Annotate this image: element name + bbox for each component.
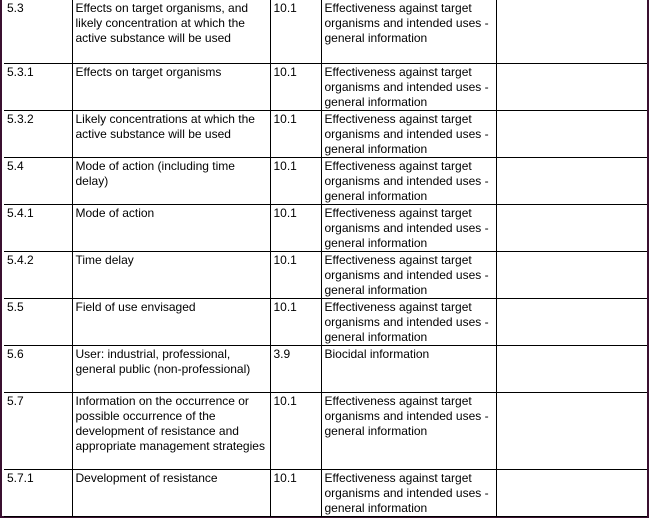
section-number-cell: 5.3.1 bbox=[4, 63, 72, 110]
table-row bbox=[4, 345, 647, 392]
empty-cell bbox=[496, 0, 647, 63]
code-cell: 3.9 bbox=[270, 345, 321, 392]
code-cell: 10.1 bbox=[270, 251, 321, 298]
code-cell: 10.1 bbox=[270, 298, 321, 345]
code-cell: 10.1 bbox=[270, 469, 321, 516]
code-cell: 10.1 bbox=[270, 0, 321, 63]
description-cell: Time delay bbox=[72, 251, 270, 298]
description-cell: Development of resistance bbox=[72, 469, 270, 516]
section-number-cell: 5.6 bbox=[4, 345, 72, 392]
section-number-cell: 5.5 bbox=[4, 298, 72, 345]
section-number-cell: 5.7.1 bbox=[4, 469, 72, 516]
description-cell: Mode of action bbox=[72, 204, 270, 251]
table-row bbox=[4, 110, 647, 157]
reference-cell: Effectiveness against target organisms and intended uses - general information bbox=[321, 157, 496, 204]
table-row bbox=[4, 251, 647, 298]
empty-cell bbox=[496, 251, 647, 298]
code-cell: 10.1 bbox=[270, 392, 321, 469]
section-number-cell: 5.3 bbox=[4, 0, 72, 63]
table-row bbox=[4, 204, 647, 251]
reference-cell: Effectiveness against target organisms and intended uses - general information bbox=[321, 251, 496, 298]
empty-cell bbox=[496, 63, 647, 110]
empty-cell bbox=[496, 110, 647, 157]
table-row bbox=[4, 392, 647, 469]
code-cell: 10.1 bbox=[270, 110, 321, 157]
section-number-cell: 5.4.2 bbox=[4, 251, 72, 298]
description-cell: Information on the occurrence or possible occurrence of the development of resistance and appropriate management strategies bbox=[72, 392, 270, 469]
reference-cell: Effectiveness against target organisms and intended uses - general information bbox=[321, 204, 496, 251]
description-cell: Effects on target organisms, and likely concentration at which the active substance will be used bbox=[72, 0, 270, 63]
reference-cell: Effectiveness against target organisms and intended uses - general information bbox=[321, 0, 496, 63]
empty-cell bbox=[496, 469, 647, 516]
empty-cell bbox=[496, 298, 647, 345]
description-cell: Mode of action (including time delay) bbox=[72, 157, 270, 204]
table-row bbox=[4, 63, 647, 110]
empty-cell bbox=[496, 204, 647, 251]
section-number-cell: 5.4.1 bbox=[4, 204, 72, 251]
empty-cell bbox=[496, 392, 647, 469]
code-cell: 10.1 bbox=[270, 204, 321, 251]
table-row bbox=[4, 469, 647, 516]
section-number-cell: 5.3.2 bbox=[4, 110, 72, 157]
section-number-cell: 5.7 bbox=[4, 392, 72, 469]
empty-cell bbox=[496, 345, 647, 392]
reference-cell: Effectiveness against target organisms and intended uses - general information bbox=[321, 110, 496, 157]
section-number-cell: 5.4 bbox=[4, 157, 72, 204]
description-cell: Effects on target organisms bbox=[72, 63, 270, 110]
requirements-table bbox=[4, 0, 647, 517]
reference-cell: Biocidal information bbox=[321, 345, 496, 392]
reference-cell: Effectiveness against target organisms and intended uses - general information bbox=[321, 63, 496, 110]
table-row bbox=[4, 298, 647, 345]
empty-cell bbox=[496, 157, 647, 204]
table-row bbox=[4, 0, 647, 63]
code-cell: 10.1 bbox=[270, 157, 321, 204]
description-cell: Likely concentrations at which the active substance will be used bbox=[72, 110, 270, 157]
description-cell: User: industrial, professional, general public (non-professional) bbox=[72, 345, 270, 392]
reference-cell: Effectiveness against target organisms and intended uses - general information bbox=[321, 392, 496, 469]
table-body bbox=[4, 0, 647, 516]
reference-cell: Effectiveness against target organisms and intended uses - general information bbox=[321, 298, 496, 345]
reference-cell: Effectiveness against target organisms and intended uses - general information bbox=[321, 469, 496, 516]
table-row bbox=[4, 157, 647, 204]
code-cell: 10.1 bbox=[270, 63, 321, 110]
description-cell: Field of use envisaged bbox=[72, 298, 270, 345]
